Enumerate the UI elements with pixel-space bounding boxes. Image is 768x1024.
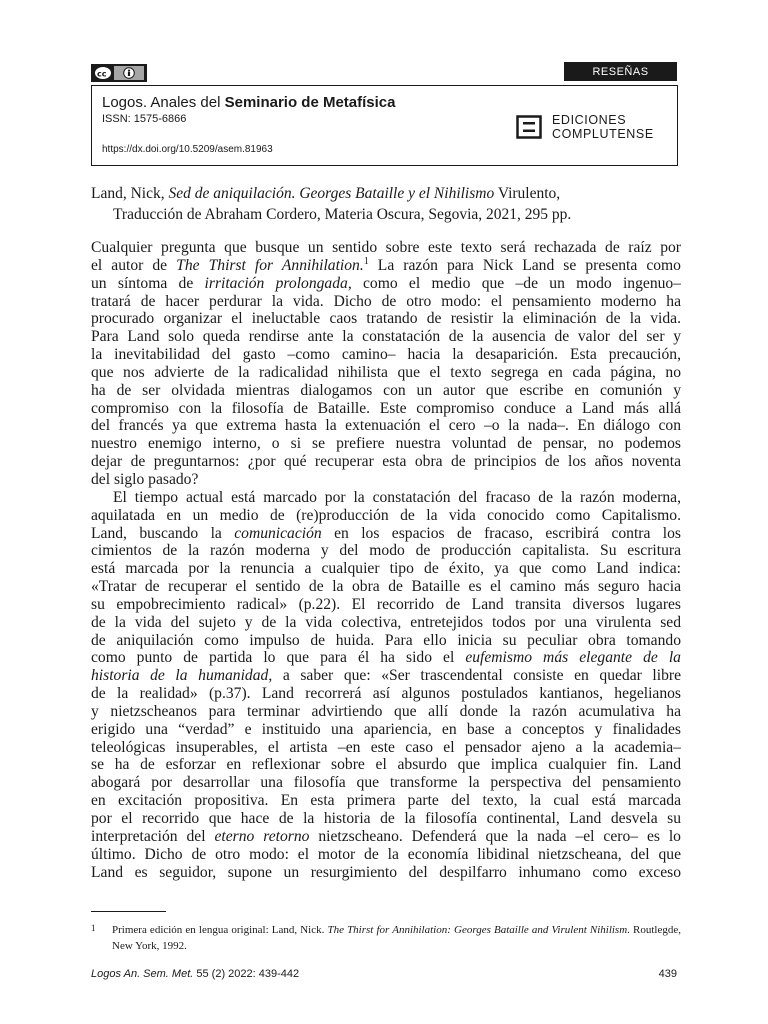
body-line: por el recorrido que hace de la historia de la filosofía continental, Land desvela su [91,810,681,827]
book-citation [91,183,681,225]
footnote [91,922,681,954]
issn: ISSN: 1575-6866 [102,113,187,125]
body-line: Land es seguidor, supone un resurgimiento del despilfarro inhumano como exceso [91,863,681,881]
publisher-line-1: EDICIONES [552,113,627,127]
footer-issue: 55 (2) 2022: 439-442 [193,968,300,980]
footnote-divider [91,911,166,912]
body-line: El tiempo actual está marcado por la constatación del fracaso de la razón moderna, [113,488,681,506]
publisher-line-2: COMPLUTENSE [552,127,654,141]
citation-line-2: Traducción de Abraham Cordero, Materia Oscura, Segovia, 2021, 295 pp. [113,206,572,223]
body-line: que nos advierte de la radicalidad nihilista que el texto segrega en cada página, no [91,363,681,381]
citation-title: Sed de aniquilación. Georges Bataille y el Nihilismo [168,185,495,202]
citation-author: Land, Nick, [91,185,169,202]
footnote-text: Primera edición en lengua original: Land, Nick. The Thirst for Annihilation: Georges Bataille and Virulent Nihilism. Routlegde, New York, 1992. [112,924,681,952]
publisher-name [552,113,654,141]
body-line: un síntoma de irritación prolongada, como el medio que –de un modo ingenuo– [91,274,681,292]
body-line: la inevitabilidad del gasto –como camino– hacia la desaparición. Esta precaución, [91,346,681,364]
body-line: de aniquilación como impulso de huida. Para ello inicia su peculiar obra tomando [91,631,681,649]
body-line: como punto de partida lo que para él ha sido el eufemismo más elegante de la [91,649,681,667]
journal-title-prefix: Logos. Anales del [102,94,225,111]
body-line: Land, buscando la comunicación en los espacios de fracaso, escribirá contra los [91,524,681,542]
page-number: 439 [658,968,677,980]
body-line: dejar de preguntarnos: ¿por qué recuperar esta obra de principios de los años noventa [91,453,681,471]
footer-journal: Logos An. Sem. Met. [91,968,194,980]
body-line: de la vida del sujeto y de la vida colectiva, entretejidos todos por una virulenta sed [91,613,681,631]
journal-title-bold: Seminario de Metafísica [224,94,396,111]
by-icon [114,66,144,80]
publisher-logo [516,113,654,141]
body-line: del francés ya que extrema hasta la extenuación el cero –o la nada–. En diálogo con [91,417,681,435]
cc-license-badge[interactable] [91,64,147,82]
body-line: tratará de hacer perdurar la vida. Dicho de otro modo: el pensamiento moderno ha [91,292,681,310]
body-line: Cualquier pregunta que busque un sentido sobre este texto será rechazada de raíz por [91,239,681,256]
body-line: interpretación del eterno retorno nietzscheano. Defenderá que la nada –el cero– es lo [91,827,681,845]
body-line: abogará por desarrollar una filosofía que transforme la perspectiva del pensamiento [91,774,681,792]
body-line: su empobrecimiento radical» (p.22). El recorrido de Land transita diversos lugares [91,595,681,613]
body-line: teleológicas insuperables, el artista –en este caso el pensador ajeno a la academia– [91,738,681,756]
body-line: el autor de The Thirst for Annihilation.$^1$ La razón para Nick Land se presenta como [91,256,681,274]
body-line: ha de ser olvidada mientras dialogamos con un autor que escribe en comunión y [91,381,681,399]
body-line: Para Land solo queda rendirse ante la constatación de la ausencia de valor del ser y [91,328,681,346]
journal-title [102,94,396,111]
citation-line-1 [91,183,681,204]
body-line: en excitación propositiva. En esta primera parte del texto, la cual está marcada [91,792,681,810]
svg-text:cc: cc [97,69,107,78]
body-line: nuestro enemigo interno, o si se prefiere nuestra voluntad de pensar, no podemos [91,435,681,453]
body-line: de la realidad» (p.37). Land recorrerá así algunos postulados kantianos, hegelianos [91,685,681,703]
footnote-ref[interactable]: 1 [363,256,369,267]
body-line: y nietzscheanos para terminar advirtiendo que allí donde la razón acumulativa ha [91,702,681,720]
review-body [91,239,681,881]
journal-header [91,85,678,166]
footnote-number: 1 [91,923,96,933]
body-line: compromiso con la filosofía de Bataille. Este compromiso conduce a Land más allá [91,399,681,417]
body-line: erigido una “verdad” e instituido una apariencia, en base a conceptos y finalidades [91,720,681,738]
body-line: del siglo pasado? [91,470,199,488]
body-line: «Tratar de recuperar el sentido de la obra de Bataille es el camino más seguro hacia [91,578,681,596]
doi-link[interactable]: https://dx.doi.org/10.5209/asem.81963 [102,144,273,155]
ediciones-complutense-icon [516,115,542,139]
body-line: procurado organizar el ineluctable caos tratando de resistir la eliminación de la vida. [91,310,681,328]
section-label: RESEÑAS [564,62,677,81]
body-line: cimientos de la razón moderna y del modo de producción capitalista. Su escritura [91,542,681,560]
body-line: aquilatada en un medio de (re)producción de la vida conocido como Capitalismo. [91,506,681,524]
body-line: se ha de esforzar en reflexionar sobre el absurdo que implica cualquier fin. Land [91,756,681,774]
body-line: está marcada por la renuncia a cualquier tipo de éxito, ya que como Land indica: [91,560,681,578]
body-line: último. Dicho de otro modo: el motor de la economía libidinal nietzscheana, del que [91,845,681,863]
body-line: historia de la humanidad, a saber que: «Ser trascendental consiste en quedar libre [91,667,681,685]
cc-icon [94,66,112,80]
citation-after-title: Virulento, [494,185,561,202]
footer-citation [91,968,299,980]
